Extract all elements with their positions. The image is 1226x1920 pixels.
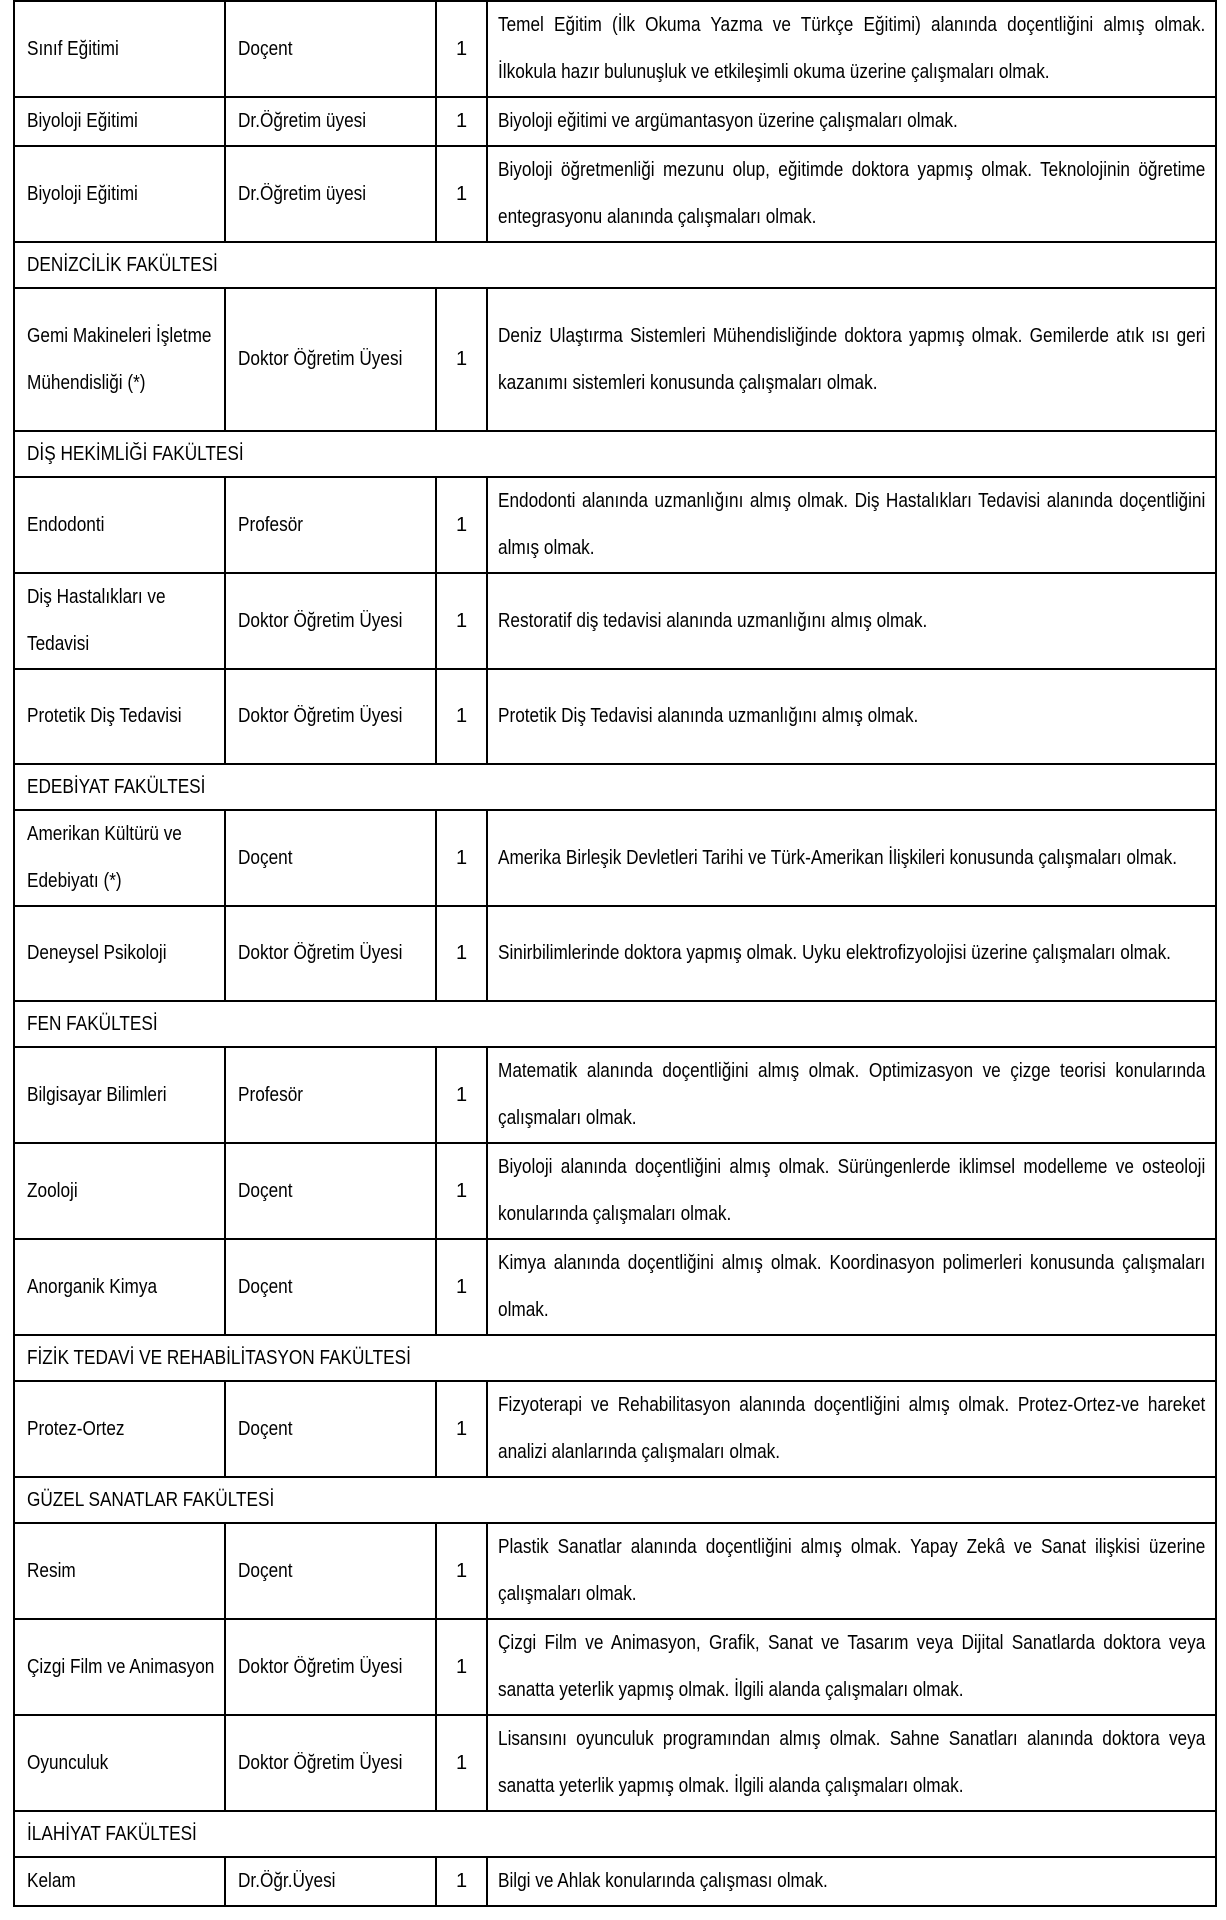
requirement-cell: Sinirbilimlerinde doktora yapmış olmak. Uyku elektrofizyolojisi üzerine çalışmaları olmak. [487,906,1216,1001]
dept-cell: Protez-Ortez [14,1381,225,1477]
requirement-cell: Endodonti alanında uzmanlığını almış olmak. Diş Hastalıkları Tedavisi alanında doçentliğini almış olmak. [487,477,1216,573]
requirement-cell: Kimya alanında doçentliğini almış olmak. Koordinasyon polimerleri konusunda çalışmaları olmak. [487,1239,1216,1335]
count-cell: 1 [436,1047,487,1143]
table-row [14,1239,1216,1335]
section-header-row [14,1335,1216,1381]
table-row [14,573,1216,669]
dept-cell: Diş Hastalıkları ve Tedavisi [14,573,225,669]
table-row [14,1523,1216,1619]
dept-cell: Gemi Makineleri İşletme Mühendisliği (*) [14,288,225,431]
section-header-row [14,764,1216,810]
table-row [14,906,1216,1001]
table-row [14,1047,1216,1143]
table-row [14,477,1216,573]
dept-cell: Kelam [14,1857,225,1906]
count-cell: 1 [436,1523,487,1619]
table-row [14,1,1216,97]
count-cell: 1 [436,1143,487,1239]
count-cell: 1 [436,1381,487,1477]
title-cell: Dr.Öğretim üyesi [225,146,436,242]
dept-cell: Protetik Diş Tedavisi [14,669,225,764]
dept-cell: Çizgi Film ve Animasyon [14,1619,225,1715]
count-cell: 1 [436,146,487,242]
requirement-cell: Protetik Diş Tedavisi alanında uzmanlığını almış olmak. [487,669,1216,764]
section-title: DİŞ HEKİMLİĞİ FAKÜLTESİ [14,431,1216,477]
requirement-cell: Amerika Birleşik Devletleri Tarihi ve Türk-Amerikan İlişkileri konusunda çalışmaları olmak. [487,810,1216,906]
requirement-cell: Fizyoterapi ve Rehabilitasyon alanında doçentliğini almış olmak. Protez-Ortez-ve hareket analizi alanlarında çalışmaları olmak. [487,1381,1216,1477]
title-cell: Doçent [225,1,436,97]
title-cell: Doktor Öğretim Üyesi [225,906,436,1001]
dept-cell: Deneysel Psikoloji [14,906,225,1001]
requirement-cell: Bilgi ve Ahlak konularında çalışması olmak. [487,1857,1216,1906]
section-header-row [14,1811,1216,1857]
requirement-cell: Lisansını oyunculuk programından almış olmak. Sahne Sanatları alanında doktora veya sanatta yeterlik yapmış olmak. İlgili alanda çalışmaları olmak. [487,1715,1216,1811]
title-cell: Dr.Öğretim üyesi [225,97,436,146]
section-title: GÜZEL SANATLAR FAKÜLTESİ [14,1477,1216,1523]
table-row [14,669,1216,764]
title-cell: Dr.Öğr.Üyesi [225,1857,436,1906]
count-cell: 1 [436,1,487,97]
title-cell: Profesör [225,477,436,573]
count-cell: 1 [436,810,487,906]
count-cell: 1 [436,288,487,431]
dept-cell: Biyoloji Eğitimi [14,146,225,242]
table-row [14,146,1216,242]
table-row [14,1857,1216,1906]
title-cell: Doktor Öğretim Üyesi [225,288,436,431]
dept-cell: Sınıf Eğitimi [14,1,225,97]
count-cell: 1 [436,1239,487,1335]
section-header-row [14,242,1216,288]
count-cell: 1 [436,906,487,1001]
requirement-cell: Matematik alanında doçentliğini almış olmak. Optimizasyon ve çizge teorisi konularında çalışmaları olmak. [487,1047,1216,1143]
table-row [14,1143,1216,1239]
title-cell: Doçent [225,1381,436,1477]
count-cell: 1 [436,1715,487,1811]
table-row [14,97,1216,146]
section-title: FEN FAKÜLTESİ [14,1001,1216,1047]
title-cell: Doktor Öğretim Üyesi [225,573,436,669]
section-title: EDEBİYAT FAKÜLTESİ [14,764,1216,810]
requirement-cell: Biyoloji alanında doçentliğini almış olmak. Sürüngenlerde iklimsel modelleme ve osteoloji konularında çalışmaları olmak. [487,1143,1216,1239]
title-cell: Doktor Öğretim Üyesi [225,1619,436,1715]
count-cell: 1 [436,573,487,669]
table-body [14,1,1216,1906]
table-row [14,288,1216,431]
title-cell: Doçent [225,1523,436,1619]
count-cell: 1 [436,477,487,573]
dept-cell: Bilgisayar Bilimleri [14,1047,225,1143]
table-row [14,1619,1216,1715]
table-row [14,1381,1216,1477]
section-header-row [14,1001,1216,1047]
dept-cell: Zooloji [14,1143,225,1239]
section-header-row [14,1477,1216,1523]
dept-cell: Anorganik Kimya [14,1239,225,1335]
count-cell: 1 [436,97,487,146]
table-row [14,810,1216,906]
dept-cell: Biyoloji Eğitimi [14,97,225,146]
section-title: FİZİK TEDAVİ VE REHABİLİTASYON FAKÜLTESİ [14,1335,1216,1381]
requirement-cell: Restoratif diş tedavisi alanında uzmanlığını almış olmak. [487,573,1216,669]
section-header-row [14,431,1216,477]
requirement-cell: Biyoloji öğretmenliği mezunu olup, eğitimde doktora yapmış olmak. Teknolojinin öğretime entegrasyonu alanında çalışmaları olmak. [487,146,1216,242]
count-cell: 1 [436,669,487,764]
dept-cell: Resim [14,1523,225,1619]
count-cell: 1 [436,1619,487,1715]
requirement-cell: Biyoloji eğitimi ve argümantasyon üzerine çalışmaları olmak. [487,97,1216,146]
count-cell: 1 [436,1857,487,1906]
requirement-cell: Temel Eğitim (İlk Okuma Yazma ve Türkçe Eğitimi) alanında doçentliğini almış olmak. İlkokula hazır bulunuşluk ve etkileşimli okuma üzerine çalışmaları olmak. [487,1,1216,97]
title-cell: Profesör [225,1047,436,1143]
dept-cell: Oyunculuk [14,1715,225,1811]
title-cell: Doçent [225,1143,436,1239]
title-cell: Doktor Öğretim Üyesi [225,669,436,764]
title-cell: Doçent [225,810,436,906]
faculty-positions-table [13,0,1217,1907]
dept-cell: Amerikan Kültürü ve Edebiyatı (*) [14,810,225,906]
title-cell: Doçent [225,1239,436,1335]
title-cell: Doktor Öğretim Üyesi [225,1715,436,1811]
dept-cell: Endodonti [14,477,225,573]
requirement-cell: Deniz Ulaştırma Sistemleri Mühendisliğinde doktora yapmış olmak. Gemilerde atık ısı geri kazanımı sistemleri konusunda çalışmaları olmak. [487,288,1216,431]
requirement-cell: Plastik Sanatlar alanında doçentliğini almış olmak. Yapay Zekâ ve Sanat ilişkisi üzerine çalışmaları olmak. [487,1523,1216,1619]
section-title: DENİZCİLİK FAKÜLTESİ [14,242,1216,288]
requirement-cell: Çizgi Film ve Animasyon, Grafik, Sanat ve Tasarım veya Dijital Sanatlarda doktora veya sanatta yeterlik yapmış olmak. İlgili alanda çalışmaları olmak. [487,1619,1216,1715]
table-row [14,1715,1216,1811]
section-title: İLAHİYAT FAKÜLTESİ [14,1811,1216,1857]
